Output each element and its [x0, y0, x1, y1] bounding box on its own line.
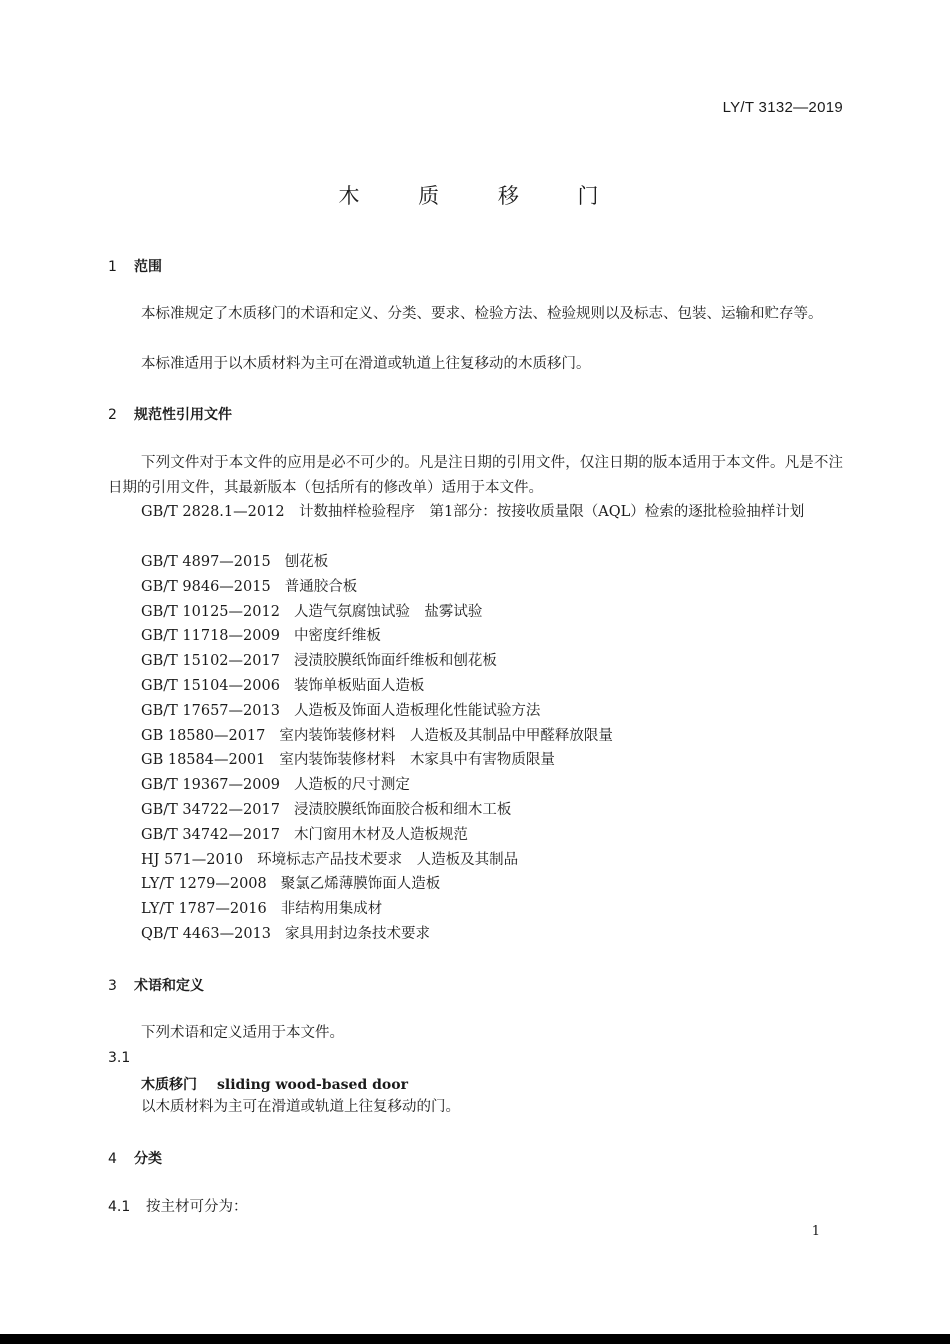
reference-name: 家具用封边条技术要求: [285, 925, 431, 942]
reference-item: [141, 699, 841, 724]
reference-item: [141, 848, 841, 873]
reference-code: LY/T 1279—2008: [141, 876, 267, 893]
reference-name: 人造板及饰面人造板理化性能试验方法: [293, 702, 541, 719]
term-english: sliding wood-based door: [217, 1077, 408, 1093]
reference-item: [141, 748, 841, 773]
reference-item: [141, 897, 841, 922]
reference-name: 浸渍胶膜纸饰面胶合板和细木工板: [293, 801, 512, 818]
reference-name: 环境标志产品技术要求 人造板及其制品: [257, 851, 519, 868]
reference-item: [141, 823, 841, 848]
reference-code: GB/T 10125—2012: [141, 603, 280, 620]
reference-code: GB 18580—2017: [141, 727, 266, 744]
reference-code: GB/T 15104—2006: [141, 677, 280, 694]
reference-code: GB 18584—2001: [141, 752, 266, 769]
reference-item: [141, 872, 841, 897]
normative-ref-first: GB/T 2828.1—2012 计数抽样检验程序 第1部分：按接收质量限（AQL）检索的逐批检验抽样计划: [141, 504, 805, 520]
reference-code: GB/T 17657—2013: [141, 702, 280, 719]
reference-name: 普通胶合板: [284, 578, 358, 595]
reference-name: 刨花板: [284, 554, 329, 570]
section-number: 1: [108, 259, 117, 275]
reference-name: 室内装饰装修材料 人造板及其制品中甲醛释放限量: [279, 727, 613, 744]
bottom-border: [0, 1334, 950, 1344]
reference-name: 聚氯乙烯薄膜饰面人造板: [280, 876, 441, 893]
page-number: 1: [811, 1224, 820, 1239]
subsection-text: 按主材可分为：: [146, 1199, 248, 1215]
normative-reference-list: [141, 550, 841, 947]
section-title: 范围: [134, 259, 162, 275]
reference-code: GB/T 34722—2017: [141, 801, 280, 818]
reference-item: [141, 674, 841, 699]
reference-code: GB/T 15102—2017: [141, 653, 280, 670]
subsection-4-1: [108, 1195, 248, 1220]
section-title: 术语和定义: [134, 978, 204, 994]
reference-item: [141, 649, 841, 674]
reference-item: [141, 922, 841, 947]
section-number: 2: [108, 407, 117, 423]
section-title: 规范性引用文件: [134, 407, 232, 423]
reference-name: 木门窗用木材及人造板规范: [293, 826, 468, 843]
term-number: 3.1: [108, 1050, 131, 1066]
reference-code: HJ 571—2010: [141, 851, 244, 868]
section-4-heading: [108, 1148, 162, 1168]
term-chinese: 木质移门: [141, 1077, 197, 1093]
reference-item: [141, 575, 841, 600]
reference-name: 中密度纤维板: [293, 628, 381, 645]
reference-code: GB/T 11718—2009: [141, 628, 280, 645]
reference-item: [141, 798, 841, 823]
reference-item: [141, 624, 841, 649]
reference-code: LY/T 1787—2016: [141, 901, 267, 918]
subsection-number: 4.1: [108, 1199, 131, 1215]
term-definition: 以木质材料为主可在滑道或轨道上往复移动的门。: [141, 1099, 460, 1115]
section-number: 3: [108, 978, 117, 994]
section-number: 4: [108, 1151, 117, 1167]
reference-name: 人造气氛腐蚀试验 盐雾试验: [293, 603, 483, 620]
reference-name: 室内装饰装修材料 木家具中有害物质限量: [279, 752, 555, 769]
reference-name: 人造板的尺寸测定: [293, 777, 410, 794]
reference-item: [141, 550, 841, 575]
reference-name: 装饰单板贴面人造板: [293, 677, 425, 694]
terms-intro: 下列术语和定义适用于本文件。: [141, 1025, 344, 1041]
section-3-heading: [108, 975, 204, 995]
reference-item: [141, 773, 841, 798]
reference-code: GB/T 19367—2009: [141, 777, 280, 794]
document-title: 木 质 移 门: [338, 184, 625, 208]
section-title: 分类: [134, 1151, 162, 1167]
section-2-heading: [108, 404, 232, 424]
term-entry: [141, 1074, 408, 1094]
reference-code: GB/T 9846—2015: [141, 578, 271, 595]
reference-item: [141, 600, 841, 625]
reference-code: GB/T 4897—2015: [141, 554, 271, 570]
scope-paragraph-1: 本标准规定了木质移门的术语和定义、分类、要求、检验方法、检验规则以及标志、包装、运输和贮存等。: [141, 306, 823, 322]
reference-name: 非结构用集成材: [280, 901, 383, 918]
reference-name: 浸渍胶膜纸饰面纤维板和刨花板: [293, 653, 497, 670]
section-1-heading: [108, 256, 162, 276]
scope-paragraph-2: 本标准适用于以木质材料为主可在滑道或轨道上往复移动的木质移门。: [141, 356, 591, 372]
reference-item: [141, 724, 841, 749]
reference-code: GB/T 34742—2017: [141, 826, 280, 843]
reference-code: QB/T 4463—2013: [141, 925, 272, 942]
standard-code: LY/T 3132—2019: [722, 99, 843, 116]
normative-refs-intro: 下列文件对于本文件的应用是必不可少的。凡是注日期的引用文件，仅注日期的版本适用于本文件。凡是不注日期的引用文件，其最新版本（包括所有的修改单）适用于本文件。: [108, 455, 843, 496]
